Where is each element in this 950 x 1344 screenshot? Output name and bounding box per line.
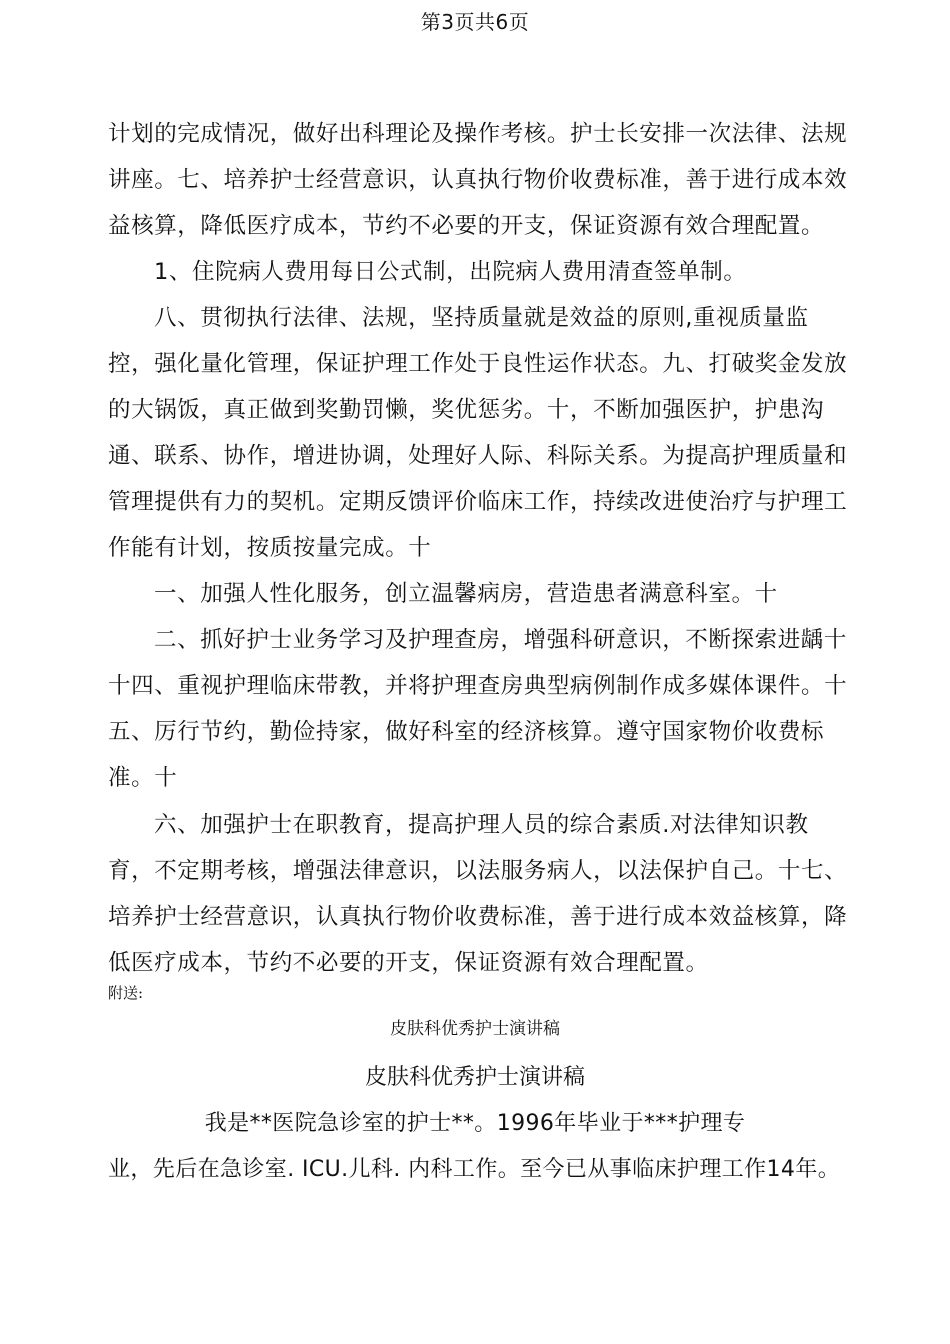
body-paragraph-5: 二、抓好护士业务学习及护理查房，增强科研意识，不断探索进龋十十四、重视护理临床带教，并将护理查房典型病例制作成多媒体课件。十五、厉行节约，勤俭持家，做好科室的经济核算。遵守国家物价收费标准。十: [108, 627, 848, 791]
page-indicator: 第3页共6页: [420, 10, 530, 34]
appendix-small-title: 皮肤科优秀护士演讲稿: [390, 1019, 560, 1039]
body-paragraph-1: 计划的完成情况，做好出科理论及操作考核。护士长安排一次法律、法规讲座。七、培养护士经营意识，认真执行物价收费标准，善于进行成本效益核算，降低医疗成本，节约不必要的开支，保证资源有效合理配置。: [108, 121, 848, 239]
speech-intro-line-2: 业，先后在急诊室. ICU.儿科. 内科工作。至今已从事临床护理工作14年。: [108, 1157, 841, 1182]
body-paragraph-4: 一、加强人性化服务，创立温馨病房，营造患者满意科室。十: [154, 581, 778, 607]
appendix-label: 附送:: [108, 984, 144, 1002]
speech-intro-line-1: 我是**医院急诊室的护士**。1996年毕业于***护理专: [204, 1111, 746, 1136]
body-paragraph-3: 八、贯彻执行法律、法规，坚持质量就是效益的原则,重视质量监控，强化量化管理，保证护理工作处于良性运作状态。九、打破奖金发放的大锅饭，真正做到奖勤罚懒，奖优惩劣。十，不断加强医护，护患沟通、联系、协作，增进协调，处理好人际、科际关系。为提高护理质量和管理提供有力的契机。定期反馈评价临床工作，持续改进使治疗与护理工作能有计划，按质按量完成。十: [108, 305, 848, 561]
speech-title: 皮肤科优秀护士演讲稿: [364, 1065, 585, 1090]
body-paragraph-6: 六、加强护士在职教育，提高护理人员的综合素质.对法律知识教育，不定期考核，增强法律意识，以法服务病人，以法保护自己。十七、培养护士经营意识，认真执行物价收费标准，善于进行成本效益核算，降低医疗成本，节约不必要的开支，保证资源有效合理配置。: [108, 812, 848, 976]
body-paragraph-2: 1、住院病人费用每日公式制，出院病人费用清查签单制。: [154, 259, 747, 285]
